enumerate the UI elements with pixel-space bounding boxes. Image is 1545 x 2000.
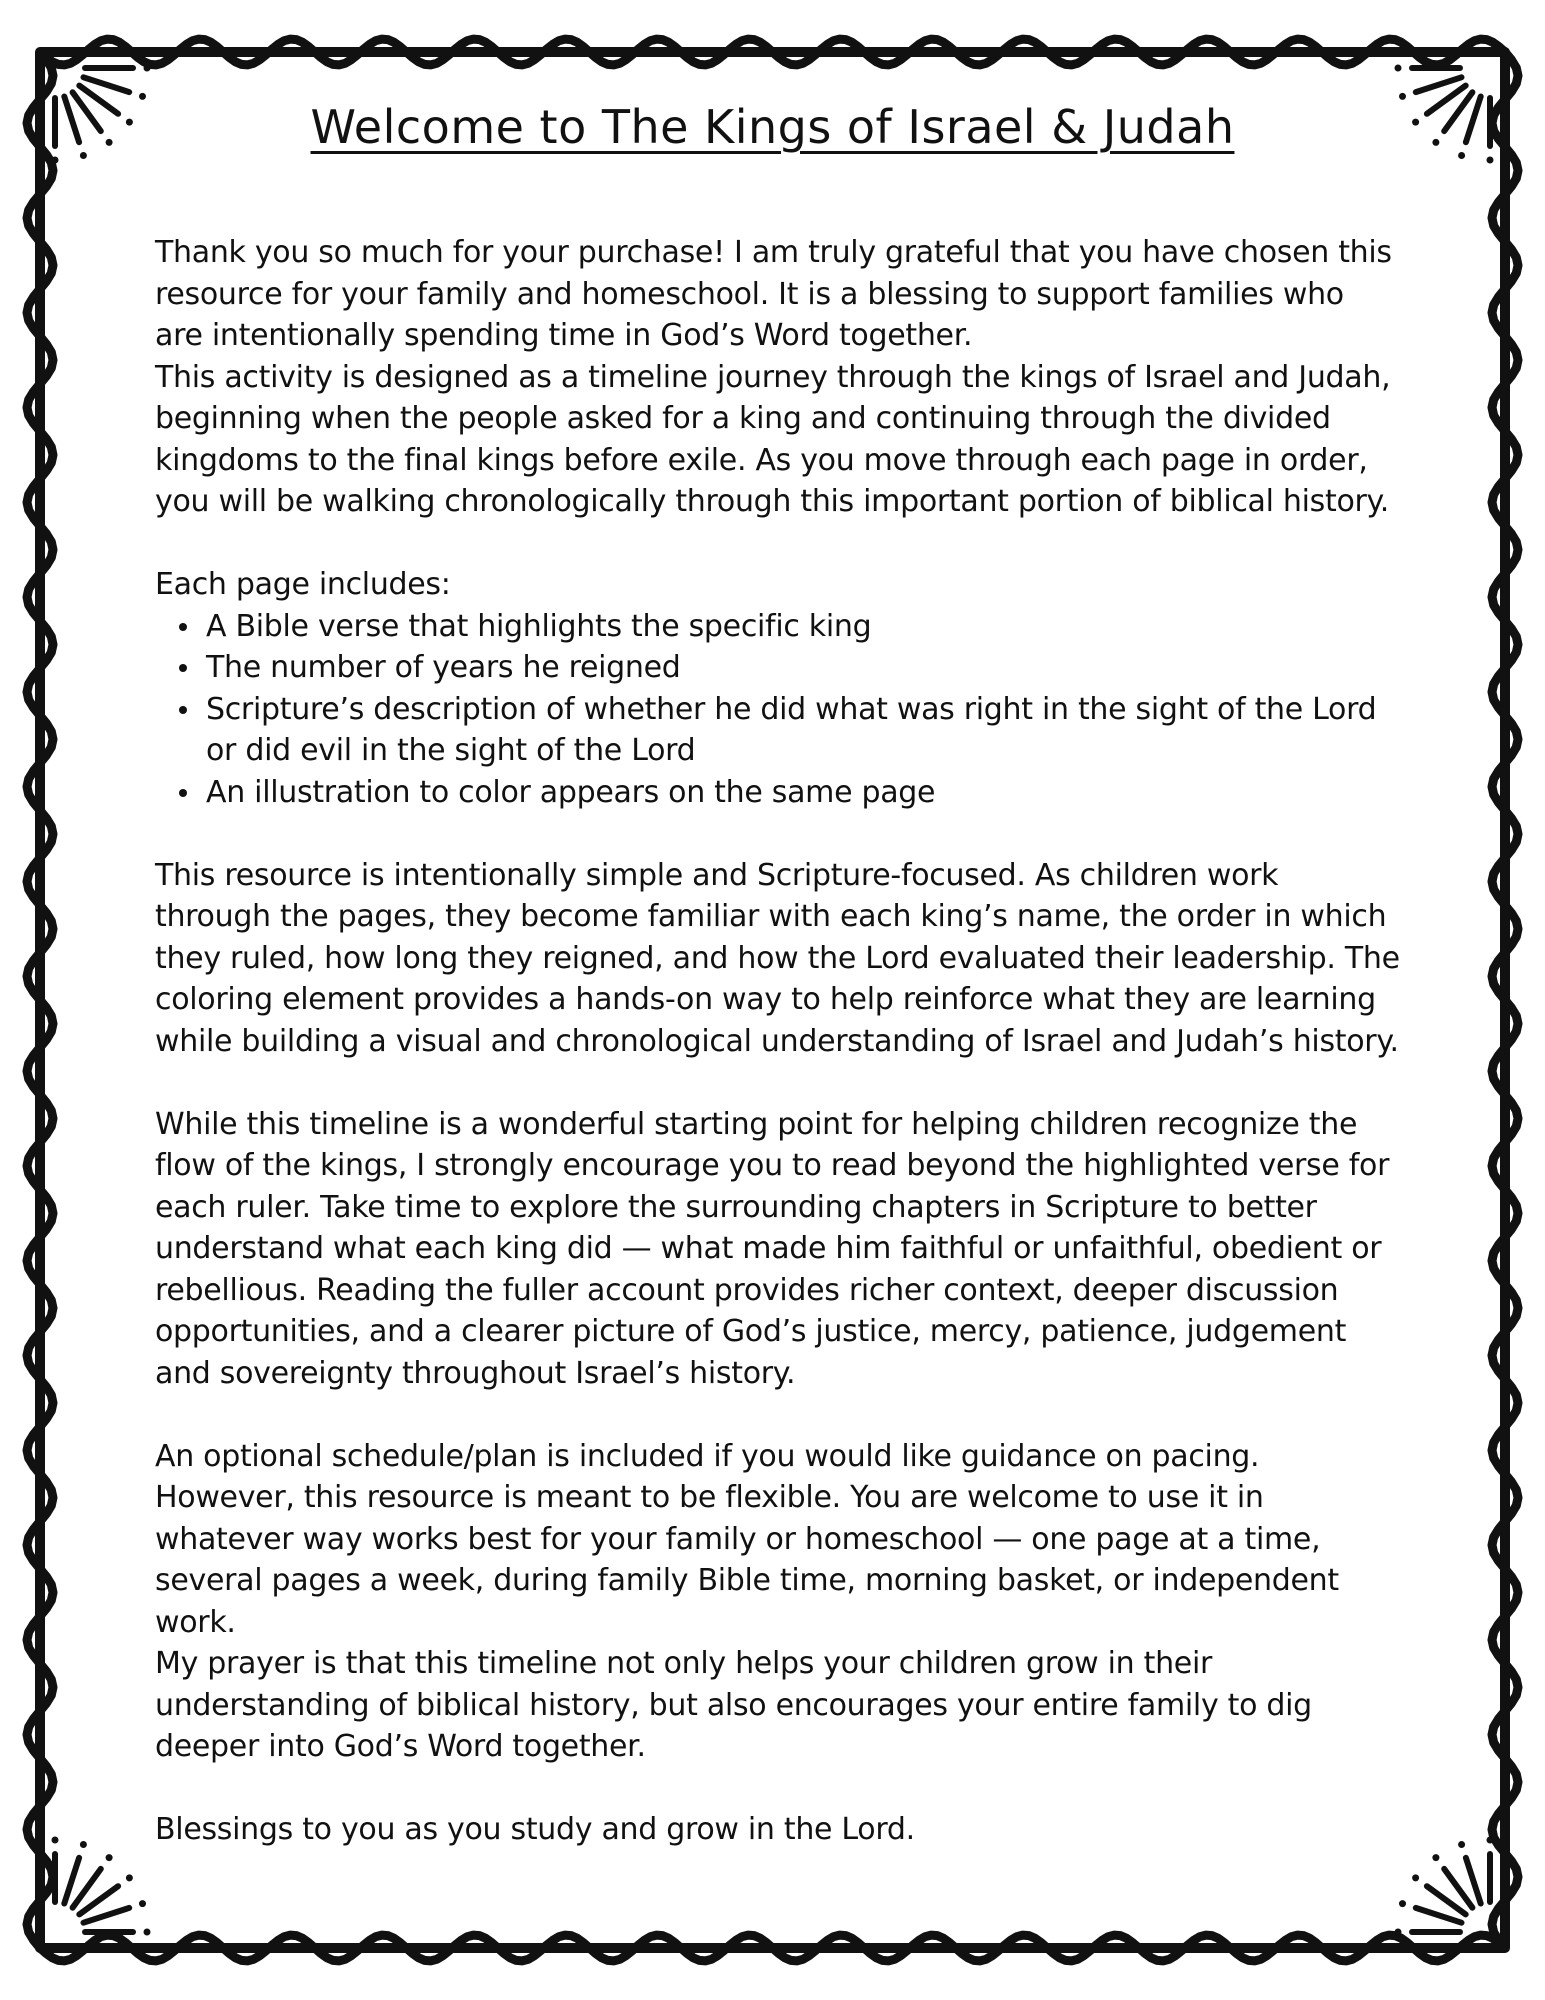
list-item: Scripture’s description of whether he did what was right in the sight of the Lord or did evil in the sight of the Lord <box>206 689 1400 772</box>
sunburst-icon <box>52 1837 151 1936</box>
list-item: The number of years he reigned <box>206 647 1400 689</box>
frame-wave-left <box>27 52 53 1948</box>
includes-intro: Each page includes: <box>155 567 451 602</box>
sunburst-icon <box>1395 1837 1494 1936</box>
simple-paragraph: This resource is intentionally simple and Scripture-focused. As children work through the pages, they become familiar with each king’s name, the order in which they ruled, how long they reigned, and how the Lord evaluated their leadership. The coloring element provides a hands-on way to help reinforce what they are learning while building a visual and chronological understanding of Israel and Judah’s history. <box>155 857 1400 1059</box>
thanks-paragraph: Thank you so much for your purchase! I am truly grateful that you have chosen this resource for your family and homeschool. It is a blessing to support families who are intentionally spending time in God’s Word together. <box>155 235 1392 353</box>
spacer <box>155 1768 1400 1810</box>
spacer <box>155 1062 1400 1104</box>
list-item: An illustration to color appears on the same page <box>206 772 1400 814</box>
list-item: A Bible verse that highlights the specific king <box>206 606 1400 648</box>
design-paragraph: This activity is designed as a timeline journey through the kings of Israel and Judah, beginning when the people asked for a king and continuing through the divided kingdoms to the final kings before exile. As you move through each page in order, you will be walking chronologically through this important portion of biblical history. <box>155 359 1391 519</box>
spacer <box>155 813 1400 855</box>
prayer-paragraph: My prayer is that this timeline not only helps your children grow in their understanding of biblical history, but also encourages your entire family to dig deeper into God’s Word together. <box>155 1646 1312 1764</box>
includes-list <box>155 606 1400 814</box>
page-title: Welcome to The Kings of Israel & Judah <box>310 100 1235 154</box>
schedule-paragraph: An optional schedule/plan is included if you would like guidance on pacing. However, this resource is meant to be flexible. You are welcome to use it in whatever way works best for your family or homeschool — one page at a time, several pages a week, during family Bible time, morning basket, or independent work. <box>155 1438 1339 1640</box>
letter-body <box>155 232 1400 1851</box>
spacer <box>155 523 1400 565</box>
encourage-paragraph: While this timeline is a wonderful starting point for helping children recognize the flow of the kings, I strongly encourage you to read beyond the highlighted verse for each ruler. Take time to explore the surrounding chapters in Scripture to better understand what each king did — what made him faithful or unfaithful, obedient or rebellious. Reading the fuller account provides richer context, deeper discussion opportunities, and a clearer picture of God’s justice, mercy, patience, judgement and sovereignty throughout Israel’s history. <box>155 1106 1390 1391</box>
blessing-paragraph: Blessings to you as you study and grow in the Lord. <box>155 1812 915 1847</box>
spacer <box>155 1394 1400 1436</box>
frame-wave-right <box>1492 52 1518 1948</box>
